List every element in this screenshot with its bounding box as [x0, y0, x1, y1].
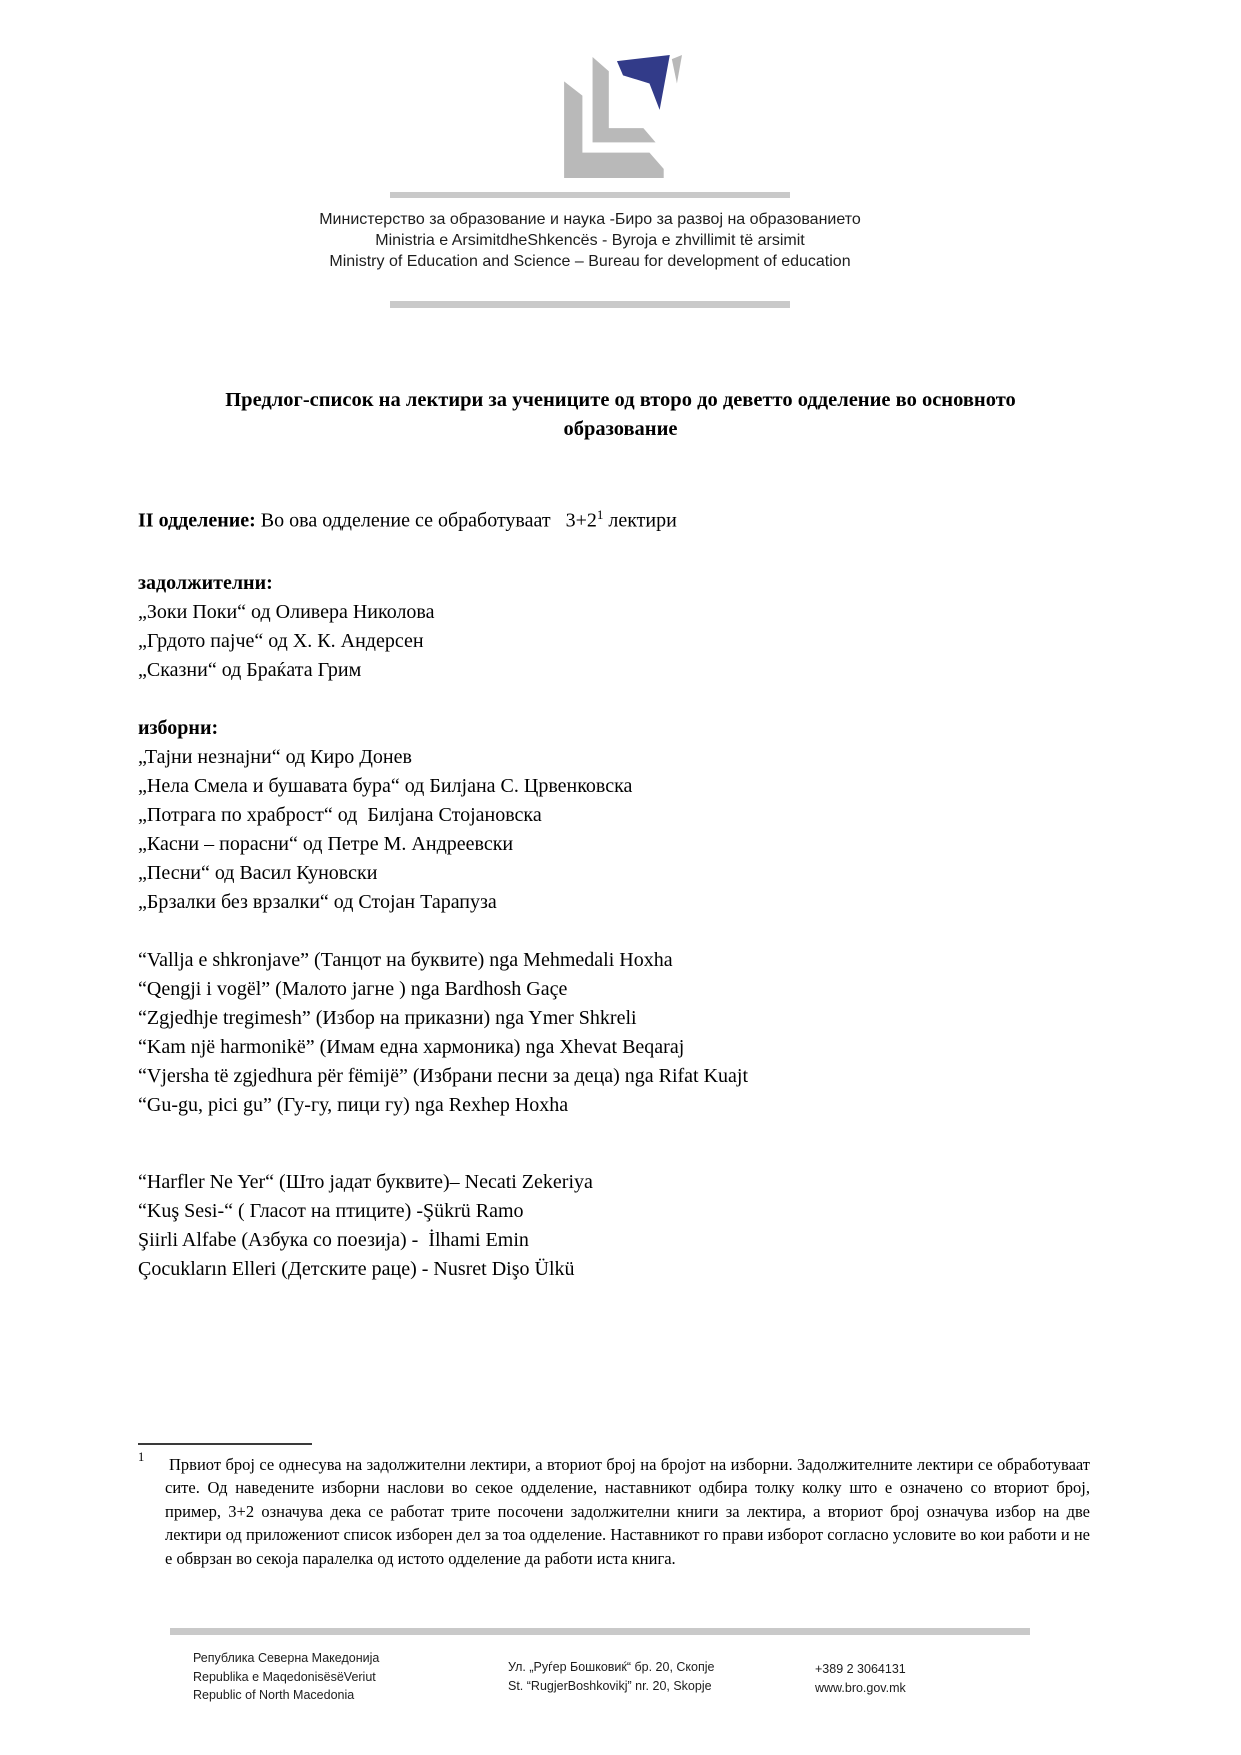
- book-item: “Gu-gu, pici gu” (Гу-гу, пици гу) nga Rexhep Hoxha: [138, 1093, 569, 1116]
- footnote-text: Првиот број се однесува на задолжителни лектири, а вториот број на бројот на изборни. Задолжителните лектири се обработуваат сите. Од наведените изборни наслови во секое одделение, наставникот одбира толку колку што е означено со вториот број, пример, 3+2 означува дека се работат трите посочени задолжителни книги за лектира, а вториот број означува избор на две лектири од приложениот список изборен дел за тоа одделение. Наставникот го прави изборот согласно условите во кои работи и не е обврзан во секоја паралелка од истото одделение да работи иста книга.: [165, 1455, 1090, 1568]
- footer-address-block: [508, 1658, 715, 1695]
- bureau-logo-icon: [558, 52, 682, 182]
- footer-address-line: Ул. „Руѓер Бошковиќ“ бр. 20, Скопје: [508, 1660, 715, 1674]
- book-item: Şiirli Alfabe (Азбука со поезија) - İlhami Emin: [138, 1228, 529, 1251]
- footnote-marker: 1: [138, 1450, 145, 1464]
- grade-label: II одделение:: [138, 509, 256, 532]
- intro-line: [138, 500, 1103, 536]
- book-item: „Тајни незнајни“ од Киро Донев: [138, 745, 412, 768]
- org-name-line: Ministria e ArsimitdheShkencës - Byroja e zhvillimit të arsimit: [375, 232, 805, 249]
- book-item: „Касни – порасни“ од Петре М. Андреевски: [138, 832, 514, 855]
- document-title: [138, 386, 1103, 444]
- book-item: Çocukların Elleri (Детските раце) - Nusret Dişo Ülkü: [138, 1257, 575, 1280]
- footer-country-line: Република Северна Македонија: [193, 1651, 380, 1665]
- elective-book-list: [138, 743, 1103, 917]
- book-item: “Kuş Sesi-“ ( Гласот на птиците) -Şükrü Ramo: [138, 1199, 524, 1222]
- org-name-line: Министерство за образование и наука -Биро за развој на образованието: [319, 211, 861, 228]
- footer-country-line: Republika e MaqedonisësëVeriut: [193, 1669, 376, 1684]
- mandatory-book-list: [138, 598, 1103, 685]
- book-item: “Vjersha të zgjedhura për fëmijë” (Избрани песни за деца) nga Rifat Kuajt: [138, 1064, 749, 1087]
- book-item: „Грдото пајче“ од Х. К. Андерсен: [138, 629, 424, 652]
- footer-divider: [170, 1628, 1030, 1635]
- albanian-book-list: [138, 946, 1103, 1120]
- book-item: „Нела Смела и бушавата бура“ од Билјана С. Црвенковска: [138, 774, 633, 797]
- footer-contact-block: [815, 1660, 906, 1697]
- header-divider-bottom: [390, 301, 790, 308]
- document-title-text: Предлог-список на лектири за учениците од второ до деветто одделение во основното образование: [225, 389, 1016, 440]
- book-item: “Kam një harmonikë” (Имам една хармоника) nga Xhevat Beqaraj: [138, 1035, 685, 1058]
- header-divider-top: [390, 192, 790, 198]
- footer-contact-line: +389 2 3064131: [815, 1662, 906, 1676]
- intro-tail: лектири: [603, 509, 677, 532]
- logo-navy-band: [617, 55, 670, 110]
- intro-text: Во ова одделение се обработуваат 3+2: [255, 509, 597, 532]
- org-name-block: [0, 209, 1180, 272]
- org-name-line: Ministry of Education and Science – Bureau for development of education: [329, 253, 851, 270]
- book-item: “Zgjedhje tregimesh” (Избор на приказни) nga Ymer Shkreli: [138, 1006, 637, 1029]
- book-item: “Vallja e shkronjave” (Танцот на буквите) nga Mehmedali Hoxha: [138, 948, 673, 971]
- mandatory-heading: задолжителни:: [138, 571, 273, 594]
- document-body: [138, 500, 1103, 1284]
- book-item: “Harfler Ne Yer“ (Што јадат буквите)– Necati Zekeriya: [138, 1170, 593, 1193]
- book-item: „Брзалки без врзалки“ од Стојан Тарапуза: [138, 890, 497, 913]
- book-item: „Зоки Поки“ од Оливера Николова: [138, 600, 435, 623]
- book-item: „Сказни“ од Браќата Грим: [138, 658, 362, 681]
- footer-country-block: [193, 1649, 379, 1705]
- logo-corner-shard: [672, 55, 682, 83]
- footnote-divider: [138, 1443, 312, 1445]
- footnote: [138, 1450, 1090, 1570]
- book-item: „Потрага по храброст“ од Билјана Стојановска: [138, 803, 542, 826]
- footer-country-line: Republic of North Macedonia: [193, 1688, 355, 1702]
- footer-contact-line: www.bro.gov.mk: [815, 1680, 906, 1695]
- footer-address-line: St. “RugjerBoshkovikj” nr. 20, Skopje: [508, 1678, 712, 1693]
- book-item: “Qengji i vogël” (Малото јагне ) nga Bardhosh Gaçe: [138, 977, 568, 1000]
- footnote-reference: 1: [596, 507, 604, 522]
- turkish-book-list: [138, 1168, 1103, 1284]
- book-item: „Песни“ од Васил Куновски: [138, 861, 378, 884]
- elective-heading: изборни:: [138, 716, 219, 739]
